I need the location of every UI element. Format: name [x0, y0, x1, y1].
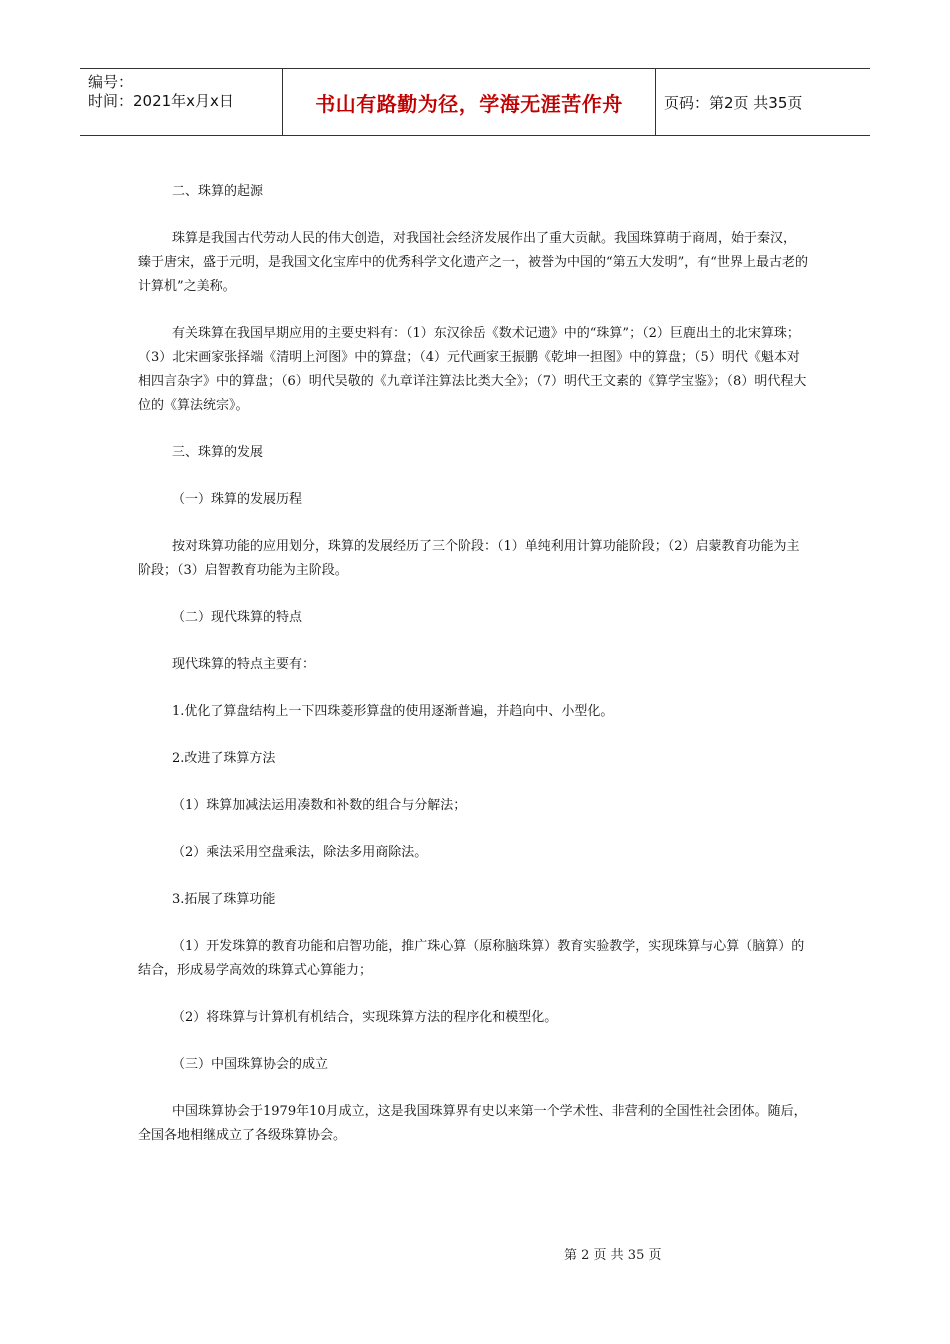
list-item-1: 1.优化了算盘结构上一下四珠菱形算盘的使用逐渐普遍，并趋向中、小型化。	[172, 704, 614, 719]
list-item-3-1: （1）开发珠算的教育功能和启智功能，推广珠心算（原称脑珠算）教育实验教学，实现珠算与心算（脑算）的结合，形成易学高效的珠算式心算能力；	[138, 939, 805, 978]
header-motto: 书山有路勤为径，学海无涯苦作舟	[282, 69, 656, 135]
document-number-label: 编号：	[88, 73, 134, 91]
section-heading-origin: 二、珠算的起源	[172, 184, 264, 199]
paragraph-historical-sources: 有关珠算在我国早期应用的主要史料有：（1）东汉徐岳《数术记遗》中的“珠算”；（2）巨鹿出土的北宋算珠；（3）北宋画家张择端《清明上河图》中的算盘；（4）元代画家王振鹏《乾坤一担图》中的算盘；（5）明代《魁本对相四言杂字》中的算盘；（6）明代吴敬的《九章详注算法比类大全》；（7）明代王文素的《算学宝鉴》；（8）明代程大位的《算法统宗》。	[138, 326, 807, 413]
document-time-label: 时间：2021年x月x日	[88, 92, 234, 110]
page-header	[80, 68, 870, 136]
paragraph-origin-intro: 珠算是我国古代劳动人民的伟大创造，对我国社会经济发展作出了重大贡献。我国珠算萌于商周，始于秦汉，臻于唐宋，盛于元明，是我国文化宝库中的优秀科学文化遗产之一，被誉为中国的“第五大发明”，有“世界上最古老的计算机”之美称。	[138, 231, 808, 294]
paragraph-development-stages: 按对珠算功能的应用划分，珠算的发展经历了三个阶段：（1）单纯利用计算功能阶段；（2）启蒙教育功能为主阶段；（3）启智教育功能为主阶段。	[138, 539, 800, 578]
list-item-2-1: （1）珠算加减法运用凑数和补数的组合与分解法；	[172, 798, 467, 813]
subsection-heading-association: （三）中国珠算协会的成立	[172, 1057, 329, 1072]
list-item-2-2: （2）乘法采用空盘乘法，除法多用商除法。	[172, 845, 428, 860]
header-meta	[80, 69, 282, 135]
page-footer-number: 第 2 页 共 35 页	[564, 1248, 662, 1263]
list-item-2: 2.改进了珠算方法	[172, 751, 276, 766]
paragraph-features-intro: 现代珠算的特点主要有：	[172, 657, 316, 672]
subsection-heading-modern-features: （二）现代珠算的特点	[172, 610, 303, 625]
subsection-heading-history: （一）珠算的发展历程	[172, 492, 303, 507]
paragraph-association: 中国珠算协会于1979年10月成立，这是我国珠算界有史以来第一个学术性、非营利的全国性社会团体。随后，全国各地相继成立了各级珠算协会。	[138, 1104, 807, 1143]
header-page-info: 页码：第2页 共35页	[664, 93, 803, 112]
list-item-3-2: （2）将珠算与计算机有机结合，实现珠算方法的程序化和模型化。	[172, 1010, 558, 1025]
section-heading-development: 三、珠算的发展	[172, 445, 264, 460]
document-body	[138, 180, 808, 1148]
list-item-3: 3.拓展了珠算功能	[172, 892, 276, 907]
